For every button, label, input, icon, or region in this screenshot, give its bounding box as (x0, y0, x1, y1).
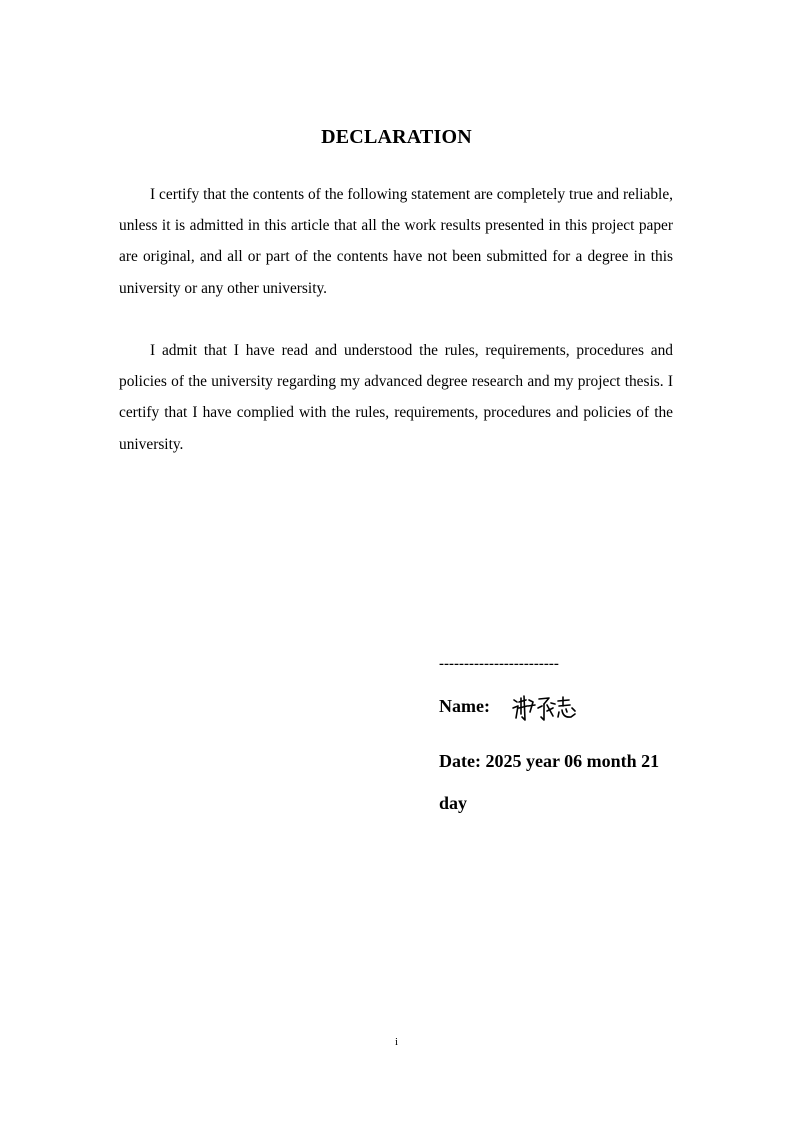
signature-date: Date: 2025 year 06 month 21 day (439, 751, 660, 813)
signature-line: ------------------------ (439, 656, 559, 672)
declaration-paragraph-2: I admit that I have read and understood the rules, requirements, procedures and policies of the university regarding my advanced degree research and my project thesis. I certify that I have complied with the rules, requirements, procedures and policies of the university. (119, 342, 673, 453)
page-title: DECLARATION (321, 126, 472, 148)
declaration-paragraph-1: I certify that the contents of the following statement are completely true and reliable, unless it is admitted in this article that all the work results presented in this project paper are original, and all or part of the contents have not been submitted for a degree in this university or any other university. (119, 186, 673, 297)
handwritten-signature (511, 690, 583, 726)
page-number: i (394, 1036, 399, 1048)
name-label: Name: (439, 696, 490, 716)
